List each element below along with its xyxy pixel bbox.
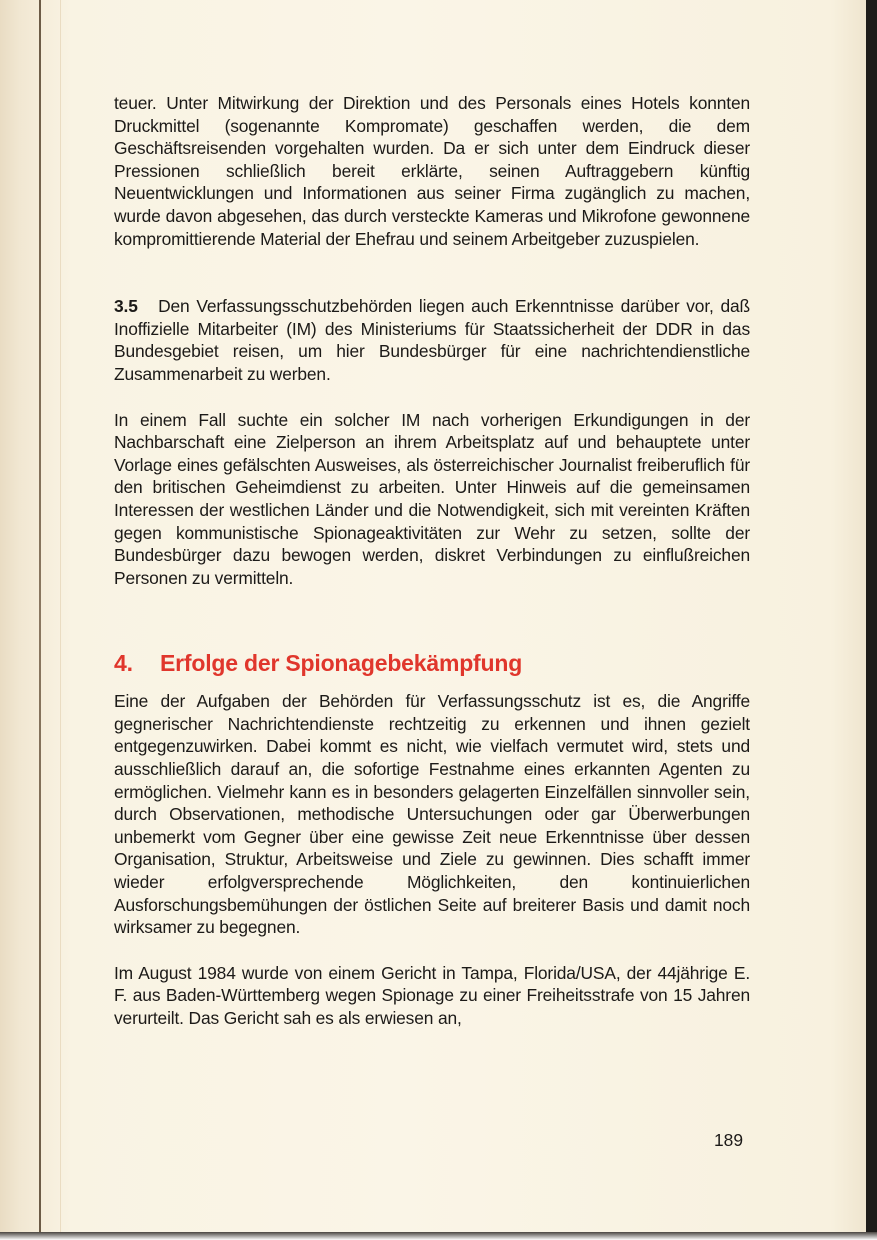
book-gutter-fold — [39, 0, 41, 1232]
paragraph-continuation: teuer. Unter Mitwirkung der Direktion und des Personals eines Hotels konnten Druckmittel (sogenannte Kompromate) geschaffen werden, die dem Geschäftsreisenden vorgehalten wurden. Da er sich unter dem Eindruck dieser Pressionen schließlich bereit erklärte, seinen Auftraggebern künftig Neuentwicklungen und Informationen aus seiner Firma zugänglich zu machen, wurde davon abgesehen, das durch versteckte Kameras und Mikrofone gewonnene kompromittierende Material der Ehefrau und seinem Arbeitgeber zuzuspielen. — [114, 93, 750, 249]
scan-bottom-border — [0, 1232, 877, 1240]
page-body — [114, 92, 750, 1030]
section-number: 4. — [114, 650, 133, 677]
paragraph-3-5 — [114, 295, 750, 385]
paragraph-im-case: In einem Fall suchte ein solcher IM nach vorherigen Erkundigungen in der Nachbarschaft eine Zielperson an ihrem Arbeitsplatz auf und behauptete unter Vorlage eines gefälschten Ausweises, als österreichischer Journalist freiberuflich für den britischen Geheimdienst zu arbeiten. Unter Hinweis auf die gemeinsamen Interessen der westlichen Länder und die Notwendigkeit, sich mit vereinten Kräften gegen kommunistische Spionageaktivitäten zur Wehr zu setzen, sollte der Bundesbürger dazu bewogen werden, diskret Verbindungen zu einflußreichen Personen zu vermitteln. — [114, 409, 750, 588]
paragraph-3-5-text: Den Verfassungsschutzbehörden liegen auch Erkenntnisse darüber vor, daß Inoffizielle Mitarbeiter (IM) des Ministeriums für Staatssicherheit der DDR in das Bundesgebiet reisen, um hier Bundesbürger für eine nachrichtendienstliche Zusammenarbeit zu werben. — [114, 296, 750, 384]
section-heading — [114, 649, 750, 677]
subsection-number: 3.5 — [114, 296, 138, 317]
paragraph-tampa-case: Im August 1984 wurde von einem Gericht in Tampa, Florida/USA, der 44jährige E. F. aus Baden-Württemberg wegen Spionage zu einer Freiheitsstrafe von 15 Jahren verurteilt. Das Gericht sah es als erwiesen an, — [114, 962, 750, 1028]
paragraph-section-intro: Eine der Aufgaben der Behörden für Verfassungsschutz ist es, die Angriffe gegnerischer Nachrichtendienste rechtzeitig zu erkennen und ihnen gezielt entgegenzuwirken. Dabei kommt es nicht, wie vielfach vermutet wird, stets und ausschließlich darauf an, die sofortige Festnahme eines erkannten Agenten zu ermöglichen. Vielmehr kann es in besonders gelagerten Einzelfällen sinnvoller sein, durch Observationen, methodische Untersuchungen oder gar Überwerbungen unbemerkt vom Gegner über eine gewisse Zeit neue Erkenntnisse über dessen Organisation, Struktur, Arbeitsweise und Ziele zu gewinnen. Dies schafft immer wieder erfolgversprechende Möglichkeiten, den kontinuierlichen Ausforschungsbemühungen der östlichen Seite auf breiterer Basis und damit noch wirksamer zu begegnen. — [114, 691, 750, 938]
book-gutter-shadow — [60, 0, 61, 1232]
scan-right-border — [866, 0, 877, 1240]
page-number: 189 — [714, 1130, 744, 1150]
section-title: Erfolge der Spionagebekämpfung — [160, 650, 523, 677]
